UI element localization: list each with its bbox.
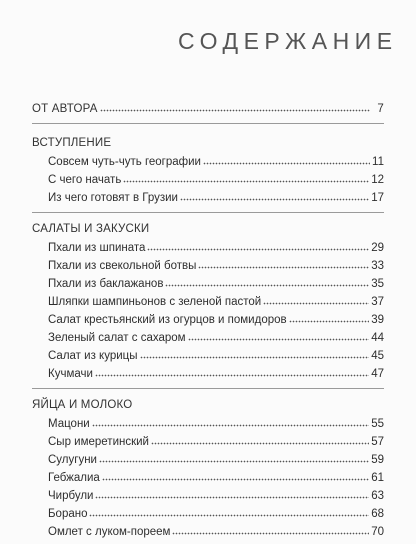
section-heading: ЯЙЦА И МОЛОКО — [32, 399, 133, 411]
toc-entry-label: Шляпки шампиньонов с зеленой пастой — [48, 296, 262, 308]
toc-entry-label: Зеленый салат с сахаром — [48, 332, 186, 344]
dot-leader — [151, 436, 369, 445]
toc-entry[interactable] — [32, 278, 384, 296]
toc-entry-label: Пхали из баклажанов — [48, 278, 164, 290]
toc-entry-label: Пхали из свекольной ботвы — [48, 260, 197, 272]
toc-entry-label: Салат крестьянский из огурцов и помидоров — [48, 314, 287, 326]
toc-entry-label: Совсем чуть-чуть географии — [48, 156, 201, 168]
toc-entry-page: 39 — [371, 314, 384, 326]
dot-leader — [147, 242, 369, 251]
toc-entry[interactable] — [32, 174, 384, 192]
toc-entry[interactable] — [32, 472, 384, 490]
dot-leader — [140, 350, 370, 359]
toc-entry-label: С чего начать — [48, 174, 122, 186]
toc-entry[interactable] — [32, 418, 384, 436]
dot-leader — [198, 260, 369, 269]
toc-entry[interactable] — [32, 490, 384, 508]
toc-entry-label: Чирбули — [48, 490, 94, 502]
toc-entry-page: 68 — [371, 508, 384, 520]
toc-entry-page: 61 — [371, 472, 384, 484]
toc-section — [32, 223, 384, 389]
toc-entry-page: 45 — [371, 350, 384, 362]
section-heading: САЛАТЫ И ЗАКУСКИ — [32, 223, 150, 235]
dot-leader — [89, 508, 369, 517]
section-divider — [32, 123, 384, 124]
dot-leader — [180, 192, 369, 201]
section-heading: ВСТУПЛЕНИЕ — [32, 137, 112, 149]
dot-leader — [102, 472, 369, 481]
table-of-contents — [32, 103, 384, 544]
dot-leader — [99, 454, 369, 463]
toc-entry[interactable] — [32, 332, 384, 350]
toc-entry-page: 17 — [371, 192, 384, 204]
dot-leader — [95, 490, 369, 499]
dot-leader — [203, 156, 370, 165]
toc-entry-label: Борано — [48, 508, 88, 520]
toc-entry-label: Омлет с луком-пореем — [48, 526, 171, 538]
toc-entry-page: 59 — [371, 454, 384, 466]
page-title: СОДЕРЖАНИЕ — [178, 28, 398, 54]
dot-leader — [165, 278, 369, 287]
toc-entry[interactable] — [32, 242, 384, 260]
toc-entry-page: 29 — [371, 242, 384, 254]
toc-entry-label: Гебжалиа — [48, 472, 100, 484]
toc-entry[interactable] — [32, 156, 384, 174]
toc-entry-page: 11 — [372, 156, 384, 168]
toc-entry-page: 55 — [371, 418, 384, 430]
toc-entry-label: ОТ АВТОРА — [32, 103, 98, 115]
dot-leader — [289, 314, 370, 323]
toc-entry-label: Кучмачи — [48, 368, 93, 380]
toc-entry-page: 33 — [371, 260, 384, 272]
dot-leader — [92, 418, 369, 427]
toc-entry-page: 37 — [371, 296, 384, 308]
toc-entry-label: Сыр имеретинский — [48, 436, 149, 448]
toc-entry[interactable] — [32, 368, 384, 386]
toc-entry-label: Из чего готовят в Грузии — [48, 192, 178, 204]
toc-entry-label: Мацони — [48, 418, 90, 430]
toc-entry[interactable] — [32, 350, 384, 368]
dot-leader — [263, 296, 369, 305]
toc-entry-page: 12 — [371, 174, 384, 186]
toc-entry[interactable] — [32, 436, 384, 454]
toc-entry-page: 44 — [371, 332, 384, 344]
toc-entry-label: Салат из курицы — [48, 350, 138, 362]
dot-leader — [188, 332, 370, 341]
toc-entry[interactable] — [32, 508, 384, 526]
toc-entry[interactable] — [32, 314, 384, 332]
toc-entry-page: 47 — [371, 368, 384, 380]
toc-entry-author[interactable] — [32, 103, 384, 121]
dot-leader — [172, 526, 369, 535]
toc-entry[interactable] — [32, 454, 384, 472]
section-divider — [32, 388, 384, 389]
toc-section — [32, 399, 384, 544]
dot-leader — [100, 103, 370, 112]
dot-leader — [95, 368, 369, 377]
toc-entry-label: Пхали из шпината — [48, 242, 146, 254]
toc-entry[interactable] — [32, 526, 384, 544]
dot-leader — [123, 174, 369, 183]
toc-entry-label: Сулугуни — [48, 454, 97, 466]
section-divider — [32, 212, 384, 213]
toc-entry-page: 57 — [371, 436, 384, 448]
toc-entry[interactable] — [32, 260, 384, 278]
toc-entry-page: 7 — [377, 103, 384, 115]
toc-entry-page: 70 — [371, 526, 384, 538]
toc-entry[interactable] — [32, 296, 384, 314]
toc-entry-page: 63 — [371, 490, 384, 502]
toc-section — [32, 137, 384, 213]
toc-entry-page: 35 — [371, 278, 384, 290]
toc-entry[interactable] — [32, 192, 384, 210]
